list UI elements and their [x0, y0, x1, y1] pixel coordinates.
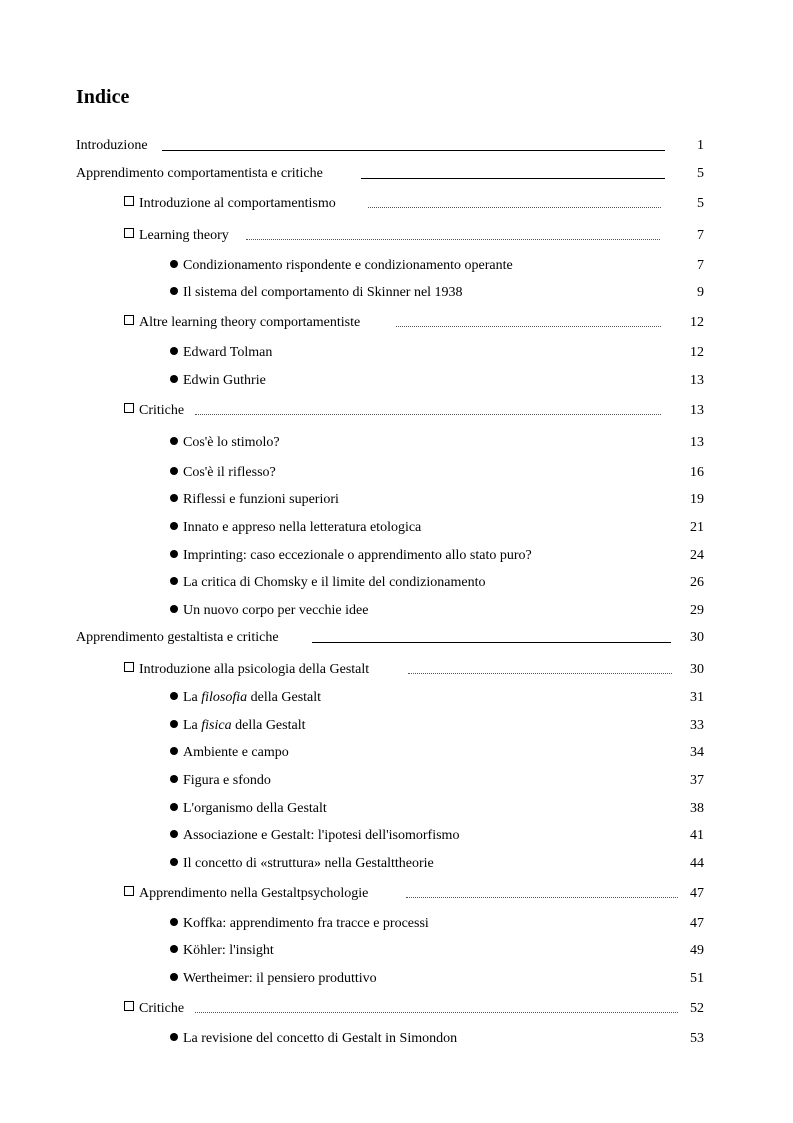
toc-page-number: 29	[690, 603, 704, 618]
toc-page-number: 30	[690, 662, 704, 677]
toc-label: Un nuovo corpo per vecchie idee	[183, 603, 369, 618]
toc-label: La revisione del concetto di Gestalt in Simondon	[183, 1031, 458, 1046]
leader-dots	[195, 999, 678, 1013]
square-bullet-icon	[124, 886, 134, 896]
toc-label: Introduzione alla psicologia della Gestalt	[139, 662, 370, 677]
round-bullet-icon	[170, 973, 178, 981]
round-bullet-icon	[170, 437, 178, 445]
toc-entry-subsection[interactable]	[0, 688, 793, 708]
toc-label: Riflessi e funzioni superiori	[183, 492, 339, 507]
toc-entry-subsection[interactable]	[0, 573, 793, 593]
toc-label: Introduzione	[76, 138, 148, 153]
toc-entry-section[interactable]	[0, 401, 793, 421]
toc-label-suffix: della Gestalt	[247, 690, 322, 705]
toc-entry-subsection[interactable]	[0, 743, 793, 763]
toc-page-number: 21	[690, 520, 704, 535]
toc-page-number: 51	[690, 971, 704, 986]
toc-label: Associazione e Gestalt: l'ipotesi dell'isomorfismo	[183, 828, 460, 843]
toc-page-number: 41	[690, 828, 704, 843]
round-bullet-icon	[170, 287, 178, 295]
toc-page-number: 37	[690, 773, 704, 788]
toc-entry-subsection[interactable]	[0, 1029, 793, 1049]
toc-page-number: 47	[690, 886, 704, 901]
toc-page-number: 30	[690, 630, 704, 645]
toc-label: Cos'è lo stimolo?	[183, 435, 280, 450]
round-bullet-icon	[170, 803, 178, 811]
toc-entry-subsection[interactable]	[0, 283, 793, 303]
round-bullet-icon	[170, 375, 178, 383]
toc-page-number: 47	[690, 916, 704, 931]
toc-entry-subsection[interactable]	[0, 343, 793, 363]
toc-entry-section[interactable]	[0, 226, 793, 246]
round-bullet-icon	[170, 720, 178, 728]
toc-page-number: 24	[690, 548, 704, 563]
toc-page-number: 13	[690, 373, 704, 388]
toc-page-number: 7	[697, 228, 704, 243]
toc-entry-subsection[interactable]	[0, 826, 793, 846]
toc-entry-subsection[interactable]	[0, 799, 793, 819]
toc-label: Edwin Guthrie	[183, 373, 266, 388]
round-bullet-icon	[170, 550, 178, 558]
square-bullet-icon	[124, 403, 134, 413]
toc-entry-subsection[interactable]	[0, 969, 793, 989]
round-bullet-icon	[170, 747, 178, 755]
toc-label: Apprendimento nella Gestaltpsychologie	[139, 886, 369, 901]
leader-line	[312, 628, 671, 643]
toc-entry-subsection[interactable]	[0, 716, 793, 736]
toc-entry-section[interactable]	[0, 999, 793, 1019]
toc-label: La critica di Chomsky e il limite del condizionamento	[183, 575, 486, 590]
toc-page-number: 7	[697, 258, 704, 273]
toc-page-number: 5	[697, 166, 704, 181]
toc-label: Edward Tolman	[183, 345, 273, 360]
toc-page-number: 12	[690, 315, 704, 330]
leader-line	[162, 136, 665, 151]
toc-entry-subsection[interactable]	[0, 433, 793, 453]
round-bullet-icon	[170, 692, 178, 700]
page-title: Indice	[76, 86, 130, 108]
toc-page-number: 16	[690, 465, 704, 480]
round-bullet-icon	[170, 494, 178, 502]
toc-label: Ambiente e campo	[183, 745, 289, 760]
round-bullet-icon	[170, 858, 178, 866]
round-bullet-icon	[170, 522, 178, 530]
toc-entry-subsection[interactable]	[0, 490, 793, 510]
toc-entry-subsection[interactable]	[0, 518, 793, 538]
leader-dots	[396, 313, 661, 327]
square-bullet-icon	[124, 662, 134, 672]
leader-dots	[406, 884, 678, 898]
toc-label: Wertheimer: il pensiero produttivo	[183, 971, 377, 986]
leader-dots	[368, 194, 661, 208]
toc-label: Koffka: apprendimento fra tracce e processi	[183, 916, 429, 931]
toc-label: Critiche	[139, 403, 185, 418]
square-bullet-icon	[124, 196, 134, 206]
square-bullet-icon	[124, 315, 134, 325]
toc-page-number: 13	[690, 435, 704, 450]
toc-page-number: 38	[690, 801, 704, 816]
toc-page-number: 12	[690, 345, 704, 360]
toc-entry-subsection[interactable]	[0, 463, 793, 483]
toc-label-prefix: La	[183, 690, 202, 705]
toc-entry-section[interactable]	[0, 884, 793, 904]
toc-page-number: 31	[690, 690, 704, 705]
round-bullet-icon	[170, 260, 178, 268]
toc-entry-section[interactable]	[0, 660, 793, 680]
toc-label: Apprendimento comportamentista e critiche	[76, 166, 323, 181]
toc-page-number: 33	[690, 718, 704, 733]
toc-page-number: 13	[690, 403, 704, 418]
toc-label: Critiche	[139, 1001, 185, 1016]
round-bullet-icon	[170, 347, 178, 355]
toc-label: Imprinting: caso eccezionale o apprendimento allo stato puro?	[183, 548, 532, 563]
toc-entry-section[interactable]	[0, 194, 793, 214]
toc-label: L'organismo della Gestalt	[183, 801, 327, 816]
round-bullet-icon	[170, 467, 178, 475]
leader-dots	[195, 401, 661, 415]
toc-entry-subsection[interactable]	[0, 256, 793, 276]
round-bullet-icon	[170, 605, 178, 613]
toc-page-number: 1	[697, 138, 704, 153]
toc-label: Apprendimento gestaltista e critiche	[76, 630, 279, 645]
square-bullet-icon	[124, 1001, 134, 1011]
leader-line	[361, 164, 665, 179]
toc-page-number: 9	[697, 285, 704, 300]
toc-label: Learning theory	[139, 228, 229, 243]
round-bullet-icon	[170, 830, 178, 838]
toc-entry-subsection[interactable]	[0, 371, 793, 391]
toc-label-italic: filosofia	[201, 690, 248, 705]
toc-entry-subsection[interactable]	[0, 771, 793, 791]
toc-entry-chapter[interactable]	[0, 628, 793, 648]
round-bullet-icon	[170, 945, 178, 953]
toc-entry-chapter[interactable]	[0, 136, 793, 156]
toc-entry-subsection[interactable]	[0, 941, 793, 961]
toc-label-suffix: della Gestalt	[231, 718, 306, 733]
leader-dots	[246, 226, 660, 240]
round-bullet-icon	[170, 918, 178, 926]
toc-label: Innato e appreso nella letteratura etologica	[183, 520, 422, 535]
round-bullet-icon	[170, 775, 178, 783]
toc-entry-section[interactable]	[0, 313, 793, 333]
toc-label: Il sistema del comportamento di Skinner nel 1938	[183, 285, 463, 300]
toc-page-number: 26	[690, 575, 704, 590]
toc-entry-chapter[interactable]	[0, 164, 793, 184]
toc-label-prefix: La	[183, 718, 202, 733]
toc-label: Köhler: l'insight	[183, 943, 274, 958]
toc-label: Figura e sfondo	[183, 773, 271, 788]
toc-page-number: 34	[690, 745, 704, 760]
toc-label-italic: fisica	[201, 718, 232, 733]
toc-label: Cos'è il riflesso?	[183, 465, 276, 480]
toc-label: Altre learning theory comportamentiste	[139, 315, 361, 330]
toc-entry-subsection[interactable]	[0, 854, 793, 874]
round-bullet-icon	[170, 1033, 178, 1041]
toc-label: Condizionamento rispondente e condizionamento operante	[183, 258, 513, 273]
toc-page-number: 19	[690, 492, 704, 507]
toc-page-number: 44	[690, 856, 704, 871]
toc-page-number: 53	[690, 1031, 704, 1046]
toc-entry-subsection[interactable]	[0, 546, 793, 566]
leader-dots	[408, 660, 672, 674]
toc-entry-subsection[interactable]	[0, 601, 793, 621]
round-bullet-icon	[170, 577, 178, 585]
toc-page-number: 49	[690, 943, 704, 958]
toc-page-number: 5	[697, 196, 704, 211]
square-bullet-icon	[124, 228, 134, 238]
toc-label: Introduzione al comportamentismo	[139, 196, 336, 211]
toc-page-number: 52	[690, 1001, 704, 1016]
toc-entry-subsection[interactable]	[0, 914, 793, 934]
toc-label: Il concetto di «struttura» nella Gestalttheorie	[183, 856, 434, 871]
